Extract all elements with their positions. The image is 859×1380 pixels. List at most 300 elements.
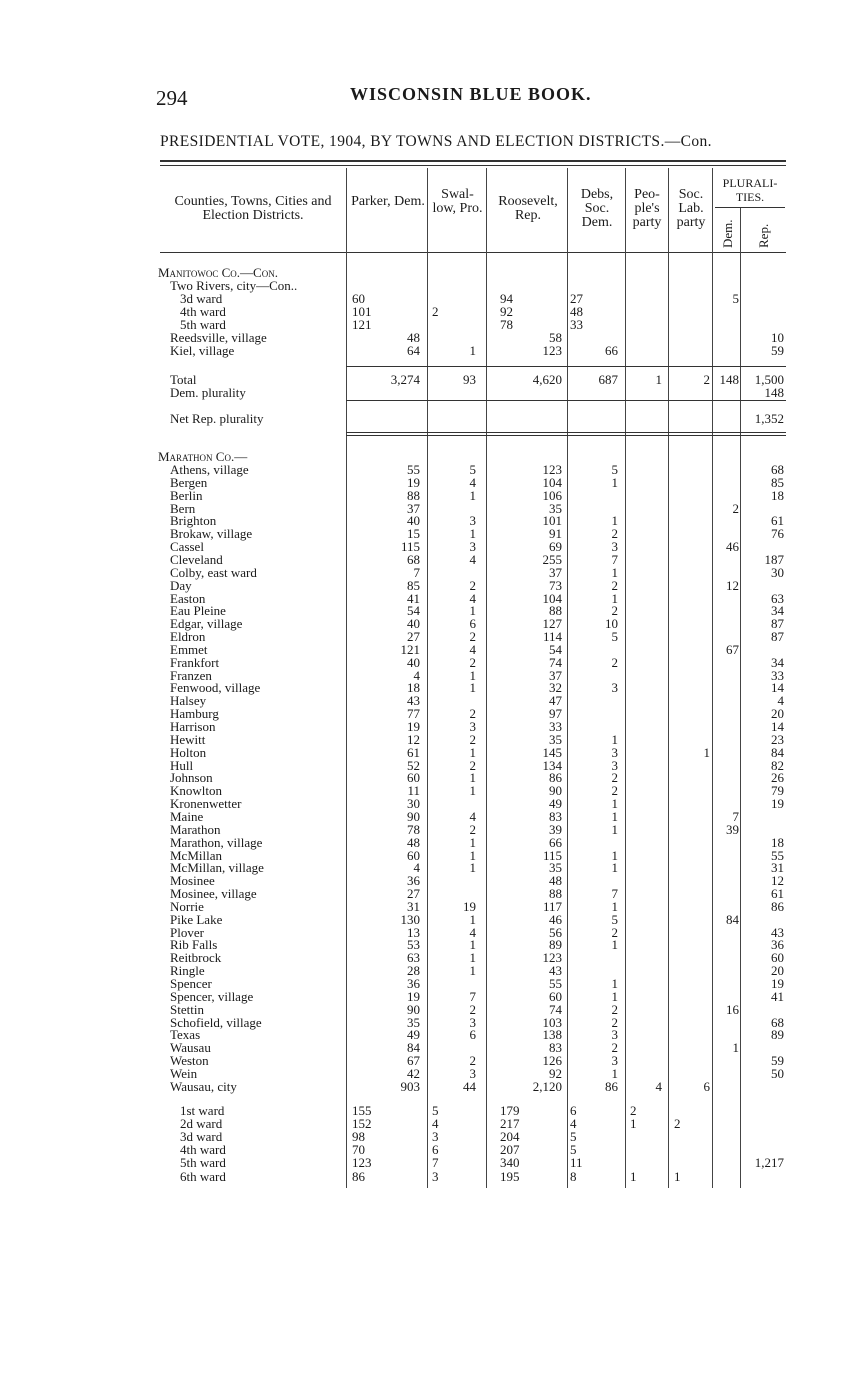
cell-parker: 43 — [407, 693, 420, 709]
cell-rep: 59 — [771, 1053, 784, 1069]
cell-parker: 28 — [407, 963, 420, 979]
cell-debs: 1 — [611, 976, 618, 991]
cell-rep: 20 — [771, 706, 784, 722]
cell-rep: 30 — [771, 564, 784, 580]
cell-debs: 1 — [611, 847, 618, 863]
cell-debs: 66 — [605, 343, 618, 358]
cell-debs: 11 — [570, 1155, 583, 1171]
cell-rep: 82 — [771, 757, 784, 773]
table-row — [0, 656, 859, 669]
cell-parker: 54 — [407, 603, 420, 619]
cell-swal: 1 — [469, 963, 476, 979]
row-label: Spencer — [170, 976, 212, 991]
cell-rep: 31 — [771, 860, 784, 876]
cell-parker: 130 — [400, 911, 420, 927]
cell-parker: 41 — [407, 590, 420, 606]
cell-rep: 59 — [771, 343, 784, 358]
table-row — [0, 669, 859, 682]
cell-roos: 179 — [500, 1103, 520, 1118]
row-label: Berlin — [170, 487, 203, 503]
table-row — [0, 861, 859, 874]
row-label: 3d ward — [180, 1129, 223, 1145]
cell-parker: 40 — [407, 654, 420, 670]
row-label: Johnson — [170, 770, 213, 786]
cell-dem: 39 — [726, 821, 739, 837]
cell-roos: 83 — [549, 1040, 562, 1056]
row-label: Marathon — [170, 821, 221, 837]
cell-roos: 92 — [549, 1065, 562, 1081]
cell-debs: 2 — [611, 1014, 618, 1030]
cell-roos: 54 — [549, 641, 562, 657]
cell-swal: 6 — [469, 616, 476, 632]
cell-swal: 2 — [469, 1053, 476, 1069]
row-label: McMillan, village — [170, 860, 264, 876]
cell-debs: 2 — [611, 577, 618, 593]
cell-swal: 1 — [469, 487, 476, 503]
cell-peo: 1 — [630, 1116, 637, 1132]
top-rule — [160, 160, 786, 162]
table-row — [0, 938, 859, 951]
cell-parker: 36 — [407, 873, 420, 889]
table-row — [0, 1041, 859, 1054]
total-row — [0, 373, 859, 386]
cell-swal: 4 — [469, 551, 476, 567]
cell-swal: 3 — [432, 1129, 439, 1145]
cell-swal: 4 — [469, 808, 476, 824]
cell-swal: 2 — [469, 706, 476, 722]
table-row — [0, 720, 859, 733]
cell-rep: 18 — [771, 487, 784, 503]
cell-debs: 1 — [611, 731, 618, 747]
cell-rep: 18 — [771, 834, 784, 850]
table-row — [0, 604, 859, 617]
cell-debs: 1 — [611, 988, 618, 1004]
cell-debs: 1 — [611, 1065, 618, 1081]
cell-swal: 2 — [432, 304, 439, 319]
cell-roos: 73 — [549, 577, 562, 593]
cell-roos: 94 — [500, 291, 513, 306]
header-peoples: Peo- ple's party — [632, 187, 662, 230]
cell-swal: 1 — [469, 526, 476, 542]
cell-debs: 2 — [611, 1001, 618, 1017]
cell-soc: 6 — [703, 1078, 710, 1094]
cell-roos: 89 — [549, 937, 562, 953]
cell-parker: 4 — [413, 860, 420, 876]
row-label: Stettin — [170, 1001, 204, 1017]
cell-roos: 55 — [549, 976, 562, 991]
row-label: Athens, village — [170, 462, 249, 477]
cell-rep: 26 — [771, 770, 784, 786]
table-row — [0, 463, 859, 476]
cell-parker: 60 — [407, 847, 420, 863]
table-row — [0, 489, 859, 502]
cell-roos: 88 — [549, 886, 562, 902]
header-soc-lab: Soc. Lab. party — [676, 187, 706, 230]
total-debs: 687 — [598, 372, 618, 387]
section-rule — [346, 432, 786, 433]
cell-dem: 67 — [726, 641, 739, 657]
cell-roos: 138 — [542, 1027, 562, 1043]
cell-swal: 3 — [469, 719, 476, 734]
cell-rep: 87 — [771, 629, 784, 645]
header-bottom-rule — [160, 252, 786, 253]
cell-parker: 155 — [352, 1103, 372, 1118]
cell-swal: 1 — [469, 847, 476, 863]
cell-roos: 92 — [500, 304, 513, 319]
row-label: Harrison — [170, 719, 216, 734]
cell-debs: 2 — [611, 654, 618, 670]
cell-peo: 1 — [630, 1168, 637, 1184]
table-row — [0, 566, 859, 579]
cell-rep: 20 — [771, 963, 784, 979]
cell-debs: 3 — [611, 539, 618, 555]
cell-debs: 8 — [570, 1168, 577, 1184]
cell-parker: 55 — [407, 462, 420, 477]
table-row — [0, 900, 859, 913]
cell-rep: 1,217 — [754, 1155, 784, 1171]
cell-parker: 48 — [407, 330, 420, 345]
cell-debs: 1 — [611, 821, 618, 837]
cell-roos: 37 — [549, 564, 562, 580]
cell-roos: 117 — [542, 898, 562, 914]
cell-roos: 69 — [549, 539, 562, 555]
cell-roos: 37 — [549, 667, 562, 683]
cell-debs: 1 — [611, 474, 618, 490]
cell-swal: 2 — [469, 577, 476, 593]
dem-plurality-row — [0, 386, 859, 399]
row-label: Plover — [170, 924, 204, 940]
cell-debs: 27 — [570, 291, 583, 306]
cell-swal: 44 — [463, 1078, 476, 1094]
cell-parker: 52 — [407, 757, 420, 773]
cell-debs: 86 — [605, 1078, 618, 1094]
cell-debs: 1 — [611, 590, 618, 606]
cell-debs: 7 — [611, 886, 618, 902]
row-label: Franzen — [170, 667, 212, 683]
table-row — [0, 1054, 859, 1067]
table-row — [0, 1130, 859, 1143]
cell-swal: 1 — [469, 667, 476, 683]
row-label: Texas — [170, 1027, 201, 1043]
cell-rep: 50 — [771, 1065, 784, 1081]
cell-parker: 19 — [407, 474, 420, 490]
cell-swal: 4 — [469, 590, 476, 606]
table-row — [0, 318, 859, 331]
cell-dem: 2 — [732, 500, 739, 516]
cell-roos: 74 — [549, 1001, 562, 1017]
table-row — [0, 643, 859, 656]
cell-swal: 19 — [463, 898, 476, 914]
cell-debs: 1 — [611, 808, 618, 824]
cell-debs: 2 — [611, 770, 618, 786]
row-label: Ringle — [170, 963, 205, 979]
cell-roos: 32 — [549, 680, 562, 696]
table-row — [0, 964, 859, 977]
table-row — [0, 1080, 859, 1093]
cell-parker: 77 — [407, 706, 420, 722]
cell-debs: 6 — [570, 1103, 577, 1118]
cell-peo: 2 — [630, 1103, 637, 1118]
top-rule-thin — [160, 165, 786, 166]
row-label: Eldron — [170, 629, 206, 645]
cell-swal: 1 — [469, 744, 476, 760]
cell-roos: 340 — [500, 1155, 520, 1171]
cell-debs: 1 — [611, 860, 618, 876]
cell-parker: 85 — [407, 577, 420, 593]
cell-rep: 86 — [771, 898, 784, 914]
cell-parker: 152 — [352, 1116, 372, 1132]
cell-parker: 90 — [407, 808, 420, 824]
row-label: 5th ward — [180, 317, 226, 332]
cell-roos: 134 — [542, 757, 562, 773]
cell-debs: 3 — [611, 680, 618, 696]
row-label: 3d ward — [180, 291, 223, 306]
cell-parker: 27 — [407, 629, 420, 645]
row-label: 5th ward — [180, 1155, 226, 1171]
cell-rep: 19 — [771, 796, 784, 812]
cell-rep: 85 — [771, 474, 784, 490]
cell-debs: 48 — [570, 304, 583, 319]
cell-parker: 18 — [407, 680, 420, 696]
net-rule — [346, 400, 786, 401]
table-row — [0, 1117, 859, 1130]
cell-dem: 12 — [726, 577, 739, 593]
table-row — [0, 592, 859, 605]
cell-debs: 2 — [611, 783, 618, 799]
cell-parker: 19 — [407, 719, 420, 734]
cell-rep: 61 — [771, 886, 784, 902]
row-label: Hull — [170, 757, 194, 773]
row-label: Emmet — [170, 641, 208, 657]
cell-roos: 106 — [542, 487, 562, 503]
cell-roos: 39 — [549, 821, 562, 837]
cell-debs: 1 — [611, 796, 618, 812]
cell-rep: 23 — [771, 731, 784, 747]
row-label: Marathon, village — [170, 834, 263, 850]
cell-swal: 5 — [469, 462, 476, 477]
row-label: Reedsville, village — [170, 330, 267, 345]
cell-dem: 16 — [726, 1001, 739, 1017]
cell-debs: 1 — [611, 937, 618, 953]
row-label: 4th ward — [180, 1142, 226, 1158]
cell-swal: 3 — [469, 539, 476, 555]
table-row — [0, 887, 859, 900]
cell-roos: 35 — [549, 500, 562, 516]
cell-rep: 12 — [771, 873, 784, 889]
cell-debs: 2 — [611, 526, 618, 542]
cell-swal: 1 — [469, 603, 476, 619]
row-label: Day — [170, 577, 192, 593]
total-rule — [346, 366, 786, 367]
cell-roos: 58 — [549, 330, 562, 345]
cell-rep: 33 — [771, 667, 784, 683]
table-row — [0, 926, 859, 939]
cell-dem: 7 — [732, 808, 739, 824]
cell-swal: 4 — [469, 474, 476, 490]
row-label: Cleveland — [170, 551, 223, 567]
cell-dem: 5 — [732, 291, 739, 306]
header-parker: Parker, Dem. — [351, 194, 425, 209]
cell-roos: 33 — [549, 719, 562, 734]
cell-swal: 2 — [469, 1001, 476, 1017]
table-row — [0, 331, 859, 344]
table-row — [0, 797, 859, 810]
cell-rep: 19 — [771, 976, 784, 991]
cell-parker: 19 — [407, 988, 420, 1004]
table-row — [0, 1067, 859, 1080]
cell-roos: 145 — [542, 744, 562, 760]
cell-roos: 101 — [542, 513, 562, 529]
cell-roos: 123 — [542, 462, 562, 477]
cell-debs: 2 — [611, 1040, 618, 1056]
net-rep-label: Net Rep. plurality — [170, 411, 264, 426]
total-swallow: 93 — [463, 372, 476, 387]
cell-soc: 2 — [674, 1116, 681, 1132]
row-label: Wausau, city — [170, 1078, 237, 1094]
cell-rep: 55 — [771, 847, 784, 863]
row-label: Bergen — [170, 474, 208, 490]
cell-debs: 10 — [605, 616, 618, 632]
cell-parker: 30 — [407, 796, 420, 812]
cell-swal: 3 — [469, 1065, 476, 1081]
row-label: Holton — [170, 744, 207, 760]
cell-parker: 903 — [400, 1078, 420, 1094]
cell-swal: 4 — [469, 924, 476, 940]
table-row — [0, 977, 859, 990]
cell-debs: 33 — [570, 317, 583, 332]
table-row — [0, 707, 859, 720]
row-label: Mosinee, village — [170, 886, 257, 902]
total-label: Total — [170, 372, 197, 387]
cell-swal: 2 — [469, 654, 476, 670]
total-peoples: 1 — [655, 372, 662, 387]
header-dem: Dem. — [720, 219, 735, 248]
total-roosevelt: 4,620 — [532, 372, 562, 387]
cell-swal: 7 — [432, 1155, 439, 1171]
cell-swal: 2 — [469, 731, 476, 747]
cell-rep: 34 — [771, 603, 784, 619]
county-name: Manitowoc Co.—Con. — [158, 265, 278, 280]
cell-swal: 1 — [469, 770, 476, 786]
cell-rep: 14 — [771, 719, 784, 734]
cell-debs: 3 — [611, 757, 618, 773]
row-label: Bern — [170, 500, 196, 516]
row-label: 4th ward — [180, 304, 226, 319]
cell-swal: 4 — [432, 1116, 439, 1132]
cell-parker: 60 — [352, 291, 365, 306]
header-rep: Rep. — [756, 223, 771, 248]
cell-debs: 3 — [611, 1027, 618, 1043]
row-label: Hewitt — [170, 731, 206, 747]
cell-parker: 4 — [413, 667, 420, 683]
cell-roos: 2,120 — [532, 1078, 562, 1094]
cell-parker: 84 — [407, 1040, 420, 1056]
row-label: McMillan — [170, 847, 222, 863]
cell-parker: 42 — [407, 1065, 420, 1081]
cell-rep: 61 — [771, 513, 784, 529]
cell-swal: 2 — [469, 629, 476, 645]
row-label: Schofield, village — [170, 1014, 262, 1030]
cell-roos: 123 — [542, 950, 562, 966]
cell-roos: 97 — [549, 706, 562, 722]
cell-roos: 88 — [549, 603, 562, 619]
cell-debs: 3 — [611, 1053, 618, 1069]
cell-parker: 64 — [407, 343, 420, 358]
cell-swal: 2 — [469, 821, 476, 837]
table-title: PRESIDENTIAL VOTE, 1904, BY TOWNS AND ELECTION DISTRICTS.—Con. — [160, 133, 712, 150]
row-label: Weston — [170, 1053, 209, 1069]
cell-swal: 1 — [469, 783, 476, 799]
row-label: Knowlton — [170, 783, 222, 799]
row-label: Hamburg — [170, 706, 219, 722]
dem-plurality-label: Dem. plurality — [170, 385, 246, 400]
cell-debs: 5 — [611, 911, 618, 927]
cell-parker: 36 — [407, 976, 420, 991]
table-row — [0, 874, 859, 887]
row-label: Pike Lake — [170, 911, 223, 927]
table-row — [0, 617, 859, 630]
cell-roos: 114 — [542, 629, 562, 645]
cell-parker: 68 — [407, 551, 420, 567]
row-label: Brighton — [170, 513, 217, 529]
cell-rep: 187 — [764, 551, 784, 567]
row-label: Wausau — [170, 1040, 211, 1056]
row-label: Halsey — [170, 693, 207, 709]
header-swallow: Swal- low, Pro. — [432, 187, 483, 216]
row-label: Spencer, village — [170, 988, 254, 1004]
cell-parker: 13 — [407, 924, 420, 940]
table-row — [0, 1016, 859, 1029]
header-debs: Debs, Soc. Dem. — [580, 187, 614, 230]
cell-dem: 46 — [726, 539, 739, 555]
row-label: Easton — [170, 590, 206, 606]
table-row — [0, 759, 859, 772]
cell-roos: 255 — [542, 551, 562, 567]
cell-swal: 3 — [469, 513, 476, 529]
cell-parker: 70 — [352, 1142, 365, 1158]
table-row — [0, 514, 859, 527]
cell-swal: 1 — [469, 937, 476, 953]
total-rep: 1,500 — [754, 372, 784, 387]
cell-rep: 41 — [771, 988, 784, 1004]
cell-parker: 53 — [407, 937, 420, 953]
cell-roos: 115 — [542, 847, 562, 863]
table-row — [0, 292, 859, 305]
cell-debs: 1 — [611, 513, 618, 529]
cell-debs: 2 — [611, 603, 618, 619]
table-row — [0, 502, 859, 515]
cell-swal: 3 — [432, 1168, 439, 1184]
row-label: 1st ward — [180, 1103, 225, 1118]
cell-rep: 76 — [771, 526, 784, 542]
row-label: Kronenwetter — [170, 796, 242, 812]
row-label: Rib Falls — [170, 937, 218, 953]
dem-plurality-rep: 148 — [764, 385, 784, 400]
cell-parker: 67 — [407, 1053, 420, 1069]
cell-swal: 6 — [469, 1027, 476, 1043]
cell-roos: 56 — [549, 924, 562, 940]
cell-parker: 7 — [413, 564, 420, 580]
cell-parker: 40 — [407, 616, 420, 632]
net-rep-value: 1,352 — [754, 411, 784, 426]
table-row — [0, 784, 859, 797]
table-row — [0, 681, 859, 694]
cell-parker: 35 — [407, 1014, 420, 1030]
row-label: Edgar, village — [170, 616, 243, 632]
cell-rep: 43 — [771, 924, 784, 940]
table-row — [0, 1003, 859, 1016]
table-row — [0, 810, 859, 823]
